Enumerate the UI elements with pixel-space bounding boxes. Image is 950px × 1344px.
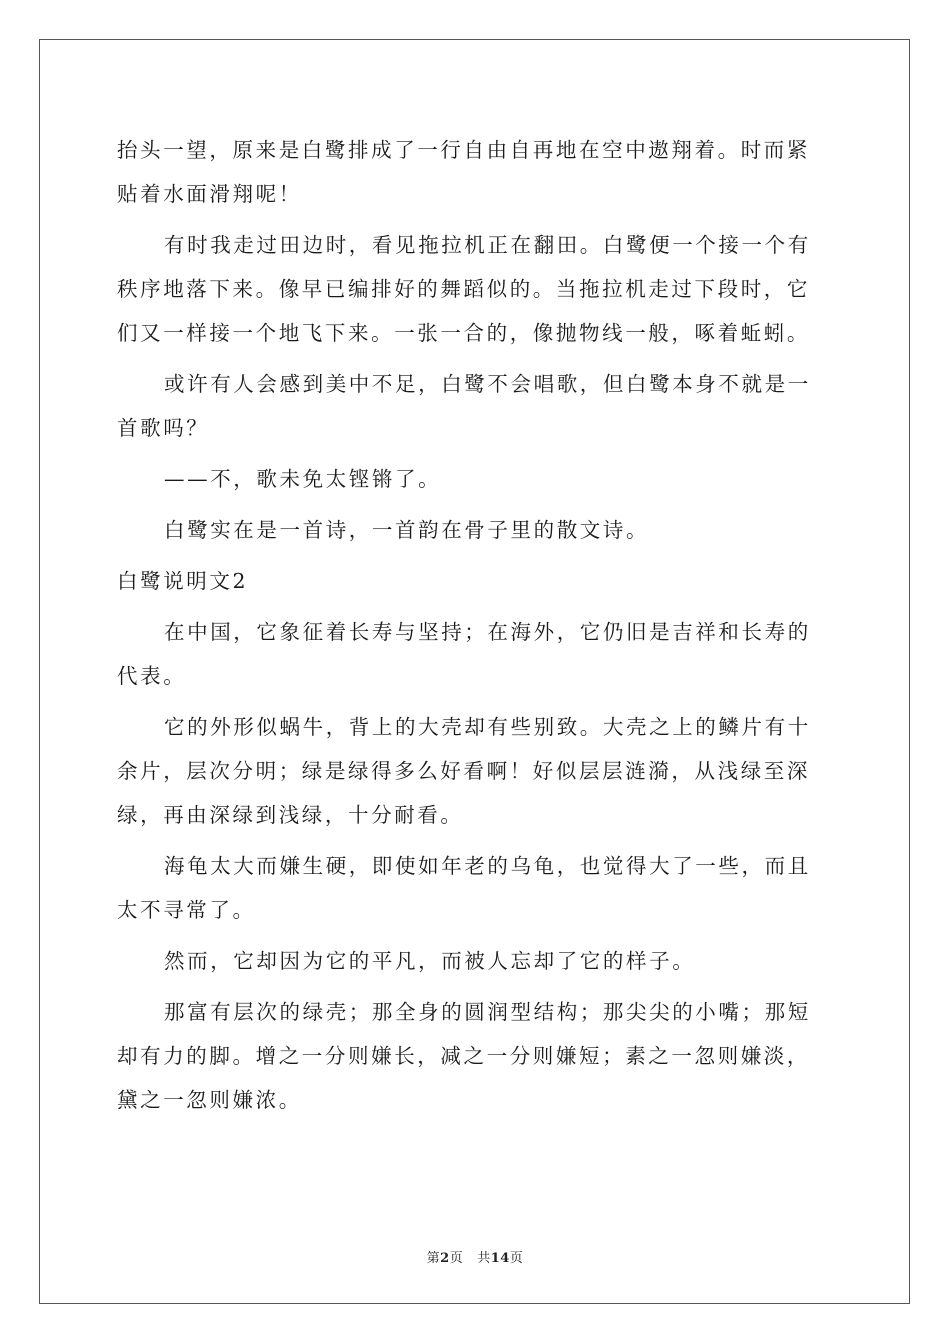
total-suffix: 页: [509, 1251, 524, 1266]
page-number: 2: [440, 1251, 450, 1266]
paragraph: 在中国，它象征着长寿与坚持；在海外，它仍旧是吉祥和长寿的代表。: [117, 620, 811, 688]
section-heading: 白鹭说明文2: [117, 569, 249, 593]
paragraph: 抬头一望，原来是白鹭排成了一行自由自再地在空中遨翔着。时而紧贴着水面滑翔呢！: [117, 138, 810, 206]
paragraph: 或许有人会感到美中不足，白鹭不会唱歌，但白鹭本身不就是一首歌吗？: [117, 372, 811, 440]
paragraph: 它的外形似蜗牛，背上的大壳却有些别致。大壳之上的鳞片有十余片，层次分明；绿是绿得多么好看啊！好似层层涟漪，从浅绿至深绿，再由深绿到浅绿，十分耐看。: [117, 715, 811, 827]
paragraph: 然而，它却因为它的平凡，而被人忘却了它的样子。: [164, 949, 696, 973]
page-prefix: 第: [426, 1251, 441, 1266]
page-suffix: 页: [449, 1251, 464, 1266]
paragraph: 那富有层次的绿壳；那全身的圆润型结构；那尖尖的小嘴；那短却有力的脚。增之一分则嫌长，减之一分则嫌短；素之一忽则嫌淡，黛之一忽则嫌浓。: [117, 1000, 811, 1112]
paragraph: 有时我走过田边时，看见拖拉机正在翻田。白鹭便一个接一个有秩序地落下来。像早已编排好的舞蹈似的。当拖拉机走过下段时，它们又一样接一个地飞下来。一张一合的，像抛物线一般，啄着蚯蚓。: [117, 233, 811, 345]
total-pages: 14: [490, 1251, 510, 1266]
paragraph: 海龟太大而嫌生硬，即使如年老的乌龟，也觉得大了一些，而且太不寻常了。: [117, 854, 811, 922]
page-footer: [0, 1247, 950, 1266]
total-prefix: 共: [477, 1251, 491, 1266]
paragraph: 白鹭实在是一首诗，一首韵在骨子里的散文诗。: [164, 518, 650, 542]
paragraph: ——不，歌未免太铿锵了。: [164, 467, 442, 491]
document-body: [117, 128, 833, 1122]
